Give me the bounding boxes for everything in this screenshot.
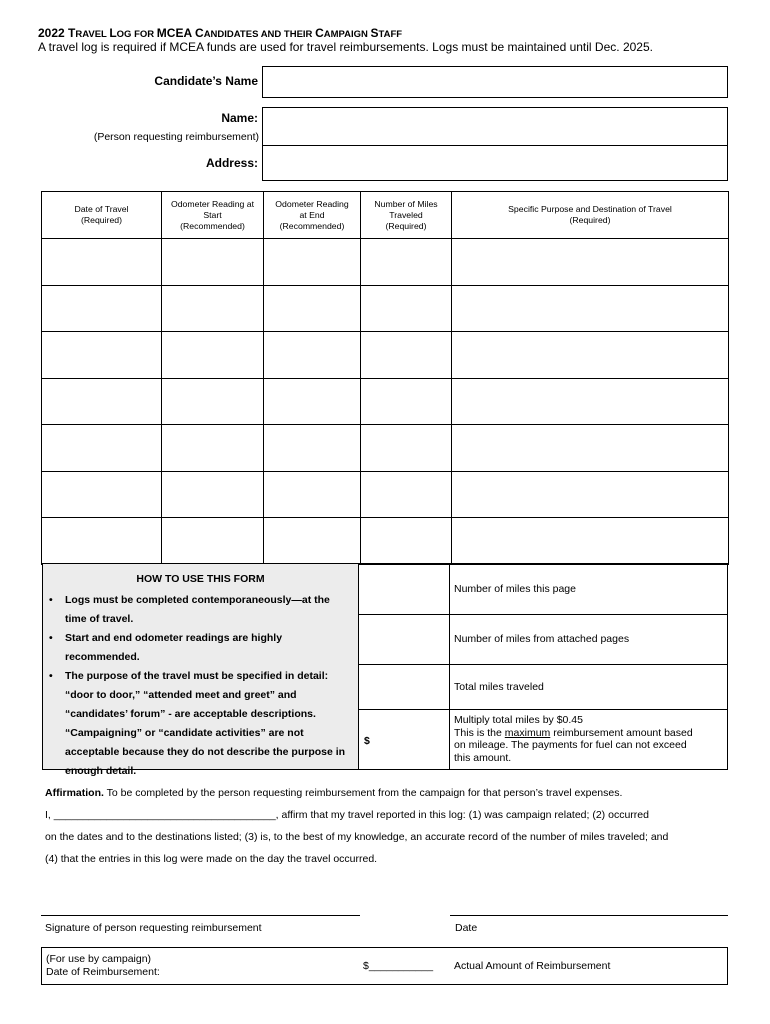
odometer-end-cell[interactable] [264,239,361,286]
candidate-name-label: Candidate’s Name [154,74,258,88]
name-label: Name: [221,111,258,125]
how-to-item: • Start and end odometer readings are highly recommended. [65,629,350,667]
date-cell[interactable] [42,285,162,332]
odometer-end-cell[interactable] [264,332,361,379]
odometer-start-cell[interactable] [162,425,264,472]
mileage-summary [359,563,728,770]
name-field[interactable] [262,107,728,146]
multiply-text: Multiply total miles by $0.45 This is the maximum reimbursement amount based on mileage. The payments for fuel can not exceed this amount. [454,714,693,764]
form-title: 2022 TRAVEL LOG FOR MCEA CANDIDATES AND THEIR CAMPAIGN STAFF [38,26,403,40]
odometer-end-cell[interactable] [264,285,361,332]
how-to-list [43,591,358,781]
miles-this-page-row [359,563,728,615]
table-header-row [42,192,729,239]
address-field[interactable] [262,145,728,181]
odometer-start-cell[interactable] [162,239,264,286]
miles-this-page-value[interactable] [359,563,449,614]
date-cell[interactable] [42,239,162,286]
miles-cell[interactable] [361,425,452,472]
purpose-cell[interactable] [452,285,729,332]
miles-cell[interactable] [361,471,452,518]
col-miles-header: Number of Miles Traveled (Required) [361,192,452,239]
date-line[interactable] [450,915,728,916]
candidate-name-field[interactable] [262,66,728,98]
table-row [42,471,729,518]
signature-label: Signature of person requesting reimbursement [45,922,262,934]
total-miles-value[interactable] [359,664,449,709]
col-odometer-start-header: Odometer Reading at Start (Recommended) [162,192,264,239]
odometer-start-cell[interactable] [162,471,264,518]
affirmation-intro: Affirmation. To be completed by the person requesting reimbursement from the campaign for that person’s travel expenses. [45,787,623,799]
miles-cell[interactable] [361,285,452,332]
odometer-end-cell[interactable] [264,425,361,472]
miles-cell[interactable] [361,332,452,379]
odometer-start-cell[interactable] [162,518,264,565]
purpose-cell[interactable] [452,378,729,425]
odometer-start-cell[interactable] [162,378,264,425]
campaign-use-box [41,947,728,985]
date-cell[interactable] [42,378,162,425]
reimbursement-value[interactable] [359,709,449,770]
date-cell[interactable] [42,332,162,379]
total-miles-label: Total miles traveled [454,680,544,693]
odometer-start-cell[interactable] [162,285,264,332]
table-row [42,285,729,332]
miles-attached-label: Number of miles from attached pages [454,633,630,645]
affirmation-line: on the dates and to the destinations listed; (3) is, to the best of my knowledge, an accurate record of the number of miles traveled; and [45,831,669,843]
form-subtitle: A travel log is required if MCEA funds are used for travel reimbursements. Logs must be maintained until Dec. 2025. [38,40,653,54]
reimbursement-amount-blank[interactable]: $___________ [363,960,434,972]
miles-attached-value[interactable] [359,614,449,664]
purpose-cell[interactable] [452,471,729,518]
miles-cell[interactable] [361,378,452,425]
table-row [42,378,729,425]
how-to-use-box [42,563,359,777]
how-to-title: HOW TO USE THIS FORM [136,573,265,585]
how-to-item: • The purpose of the travel must be specified in detail: “door to door,” “attended meet and greet” and “candidates’ forum” - are acceptable descriptions. “Campaigning” or “candidate activities” are not acceptable because they do not describe the purpose in enough detail. [65,667,350,781]
date-label: Date [455,922,478,934]
reimbursement-row [359,709,728,770]
purpose-cell[interactable] [452,332,729,379]
table-row [42,518,729,565]
miles-attached-row [359,614,728,665]
miles-cell[interactable] [361,239,452,286]
purpose-cell[interactable] [452,239,729,286]
campaign-use-labels: (For use by campaign) Date of Reimbursement: [46,953,160,978]
signature-line[interactable] [41,915,360,916]
odometer-end-cell[interactable] [264,378,361,425]
odometer-start-cell[interactable] [162,332,264,379]
name-note: (Person requesting reimbursement) [93,131,259,143]
date-cell[interactable] [42,471,162,518]
affirmation-line: I, ______________________________________, affirm that my travel reported in this log: (1) was campaign related; (2) occurred [45,809,649,821]
date-cell[interactable] [42,518,162,565]
table-row [42,239,729,286]
col-purpose-header: Specific Purpose and Destination of Travel (Required) [452,192,729,239]
dollar-sign: $ [364,735,370,747]
date-cell[interactable] [42,425,162,472]
reimbursement-amount-label: Actual Amount of Reimbursement [454,960,611,972]
affirmation-section [45,782,735,870]
total-miles-row [359,664,728,710]
travel-log-table [41,191,729,565]
odometer-end-cell[interactable] [264,471,361,518]
col-odometer-end-header: Odometer Reading at End (Recommended) [264,192,361,239]
odometer-end-cell[interactable] [264,518,361,565]
purpose-cell[interactable] [452,425,729,472]
col-date-header: Date of Travel (Required) [42,192,162,239]
purpose-cell[interactable] [452,518,729,565]
miles-cell[interactable] [361,518,452,565]
table-row [42,332,729,379]
miles-this-page-label: Number of miles this page [454,582,576,595]
how-to-item: • Logs must be completed contemporaneously—at the time of travel. [65,591,350,629]
affirmation-line: (4) that the entries in this log were made on the day the travel occurred. [45,853,378,865]
table-row [42,425,729,472]
address-label: Address: [205,156,258,170]
